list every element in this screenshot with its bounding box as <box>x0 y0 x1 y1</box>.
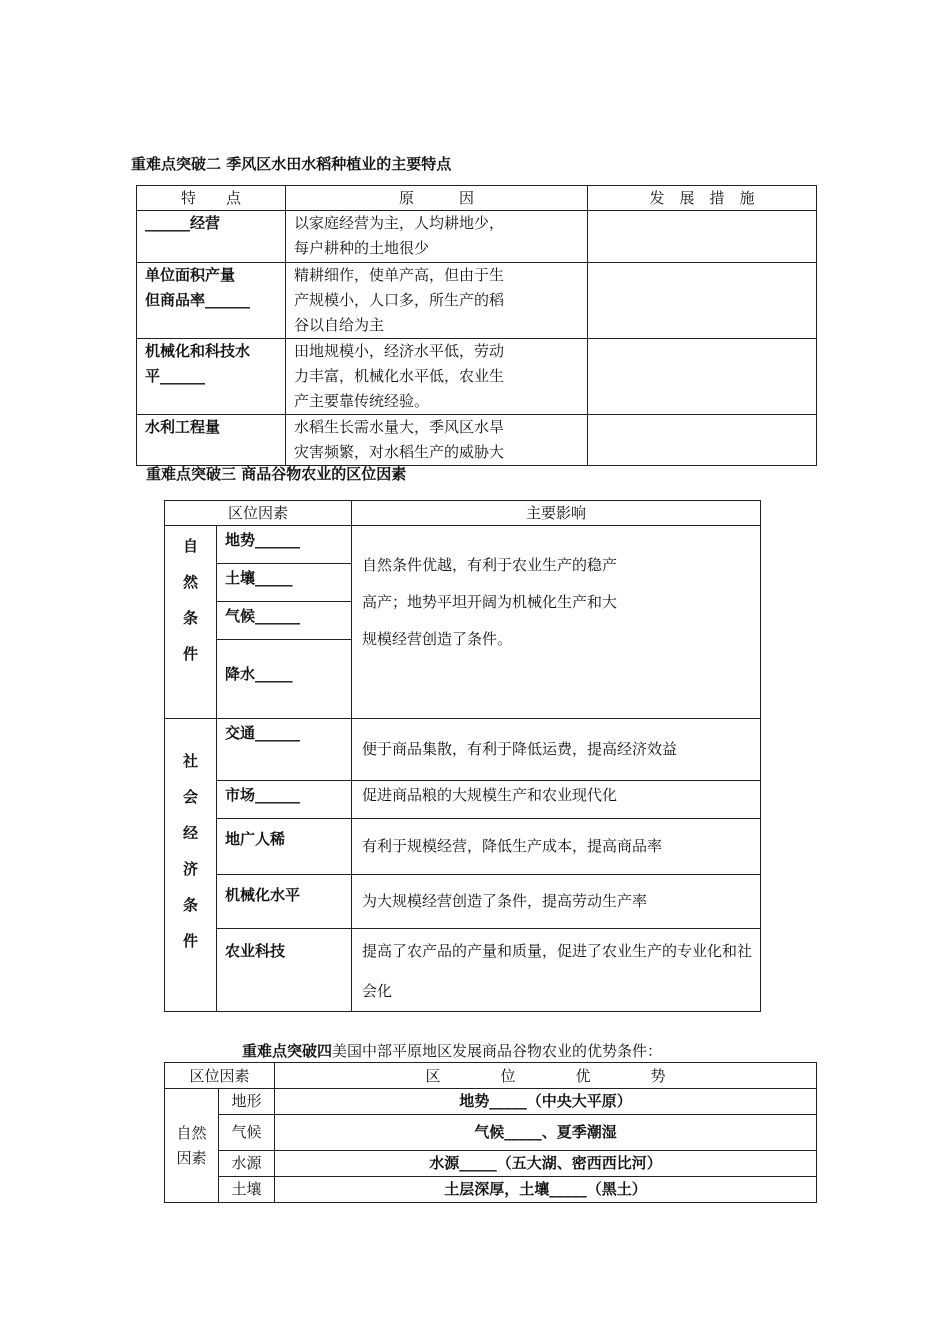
impact-cell: 为大规模经营创造了条件，提高劳动生产率 <box>352 875 761 929</box>
col-header-reason: 原 因 <box>286 186 588 211</box>
reason-cell: 以家庭经营为主，人均耕地少， 每户耕种的土地很少 <box>286 211 588 263</box>
measure-cell[interactable] <box>588 211 817 263</box>
table-row <box>137 263 817 339</box>
advantage-cell: 气候_____、夏季潮湿 <box>275 1115 817 1151</box>
table-header-row <box>165 501 761 526</box>
factor-cell: 气候 <box>219 1115 275 1151</box>
col-header-factor: 区位因素 <box>165 501 352 526</box>
natural-group-label: 自 然 条 件 <box>165 526 217 719</box>
col-header-advantage: 区 位 优 势 <box>275 1063 817 1089</box>
factor-cell: 气候______ <box>217 602 352 640</box>
table-row <box>137 415 817 466</box>
reason-cell: 水稻生长需水量大，季风区水旱 灾害频繁，对水稻生产的威胁大 <box>286 415 588 466</box>
col-header-impact: 主要影响 <box>352 501 761 526</box>
reason-cell: 精耕细作，使单产高，但由于生 产规模小，人口多，所生产的稻 谷以自给为主 <box>286 263 588 339</box>
factor-cell: 水源 <box>219 1151 275 1177</box>
table-row <box>165 1115 817 1151</box>
measure-cell[interactable] <box>588 339 817 415</box>
feature-cell: 单位面积产量 但商品率______ <box>137 263 286 339</box>
feature-cell: 水利工程量 <box>137 415 286 466</box>
factor-cell: 降水_____ <box>217 640 352 719</box>
factor-cell: 机械化水平 <box>217 875 352 929</box>
feature-cell: 机械化和科技水 平______ <box>137 339 286 415</box>
advantage-cell: 水源_____（五大湖、密西西比河） <box>275 1151 817 1177</box>
table-row <box>165 1089 817 1115</box>
advantage-cell: 地势_____（中央大平原） <box>275 1089 817 1115</box>
factor-cell: 农业科技 <box>217 929 352 1012</box>
table-row <box>165 819 761 875</box>
table-row <box>165 719 761 781</box>
table-row <box>165 875 761 929</box>
impact-cell: 促进商品粮的大规模生产和农业现代化 <box>352 781 761 819</box>
measure-cell[interactable] <box>588 263 817 339</box>
factor-cell: 交通______ <box>217 719 352 781</box>
factor-cell: 土壤 <box>219 1177 275 1203</box>
table-row <box>137 211 817 263</box>
col-header-factor: 区位因素 <box>165 1063 275 1089</box>
rice-farming-table <box>136 185 817 466</box>
table-row <box>137 339 817 415</box>
col-header-feature: 特 点 <box>137 186 286 211</box>
feature-cell: ______经营 <box>137 211 286 263</box>
col-header-measure: 发 展 措 施 <box>588 186 817 211</box>
impact-cell: 有利于规模经营，降低生产成本，提高商品率 <box>352 819 761 875</box>
natural-factor-group-label: 自然 因素 <box>165 1089 219 1203</box>
table-header-row <box>137 186 817 211</box>
reason-cell: 田地规模小，经济水平低，劳动 力丰富，机械化水平低，农业生 产主要靠传统经验。 <box>286 339 588 415</box>
table-row <box>165 526 761 564</box>
section4-title: 重难点突破四美国中部平原地区发展商品谷物农业的优势条件： <box>242 1042 663 1060</box>
table-row <box>165 1151 817 1177</box>
factor-cell: 地广人稀 <box>217 819 352 875</box>
social-group-label: 社 会 经 济 条 件 <box>165 719 217 1012</box>
section3-title: 重难点突破三 商品谷物农业的区位因素 <box>146 465 407 483</box>
measure-cell[interactable] <box>588 415 817 466</box>
factor-cell: 市场______ <box>217 781 352 819</box>
impact-cell: 便于商品集散，有利于降低运费，提高经济效益 <box>352 719 761 781</box>
table-header-row <box>165 1063 817 1089</box>
section2-title: 重难点突破二 季风区水田水稻种植业的主要特点 <box>131 155 452 173</box>
us-plains-table <box>164 1062 817 1203</box>
table-row <box>165 1177 817 1203</box>
factor-cell: 地形 <box>219 1089 275 1115</box>
factor-cell: 地势______ <box>217 526 352 564</box>
natural-impact-cell: 自然条件优越，有利于农业生产的稳产 高产；地势平坦开阔为机械化生产和大 规模经营创造了条件。 <box>352 526 761 719</box>
impact-cell: 提高了农产品的产量和质量，促进了农业生产的专业化和社会化 <box>352 929 761 1012</box>
table-row <box>165 929 761 1012</box>
grain-location-table <box>164 500 761 1012</box>
table-row <box>165 781 761 819</box>
advantage-cell: 土层深厚，土壤_____（黑土） <box>275 1177 817 1203</box>
factor-cell: 土壤_____ <box>217 564 352 602</box>
